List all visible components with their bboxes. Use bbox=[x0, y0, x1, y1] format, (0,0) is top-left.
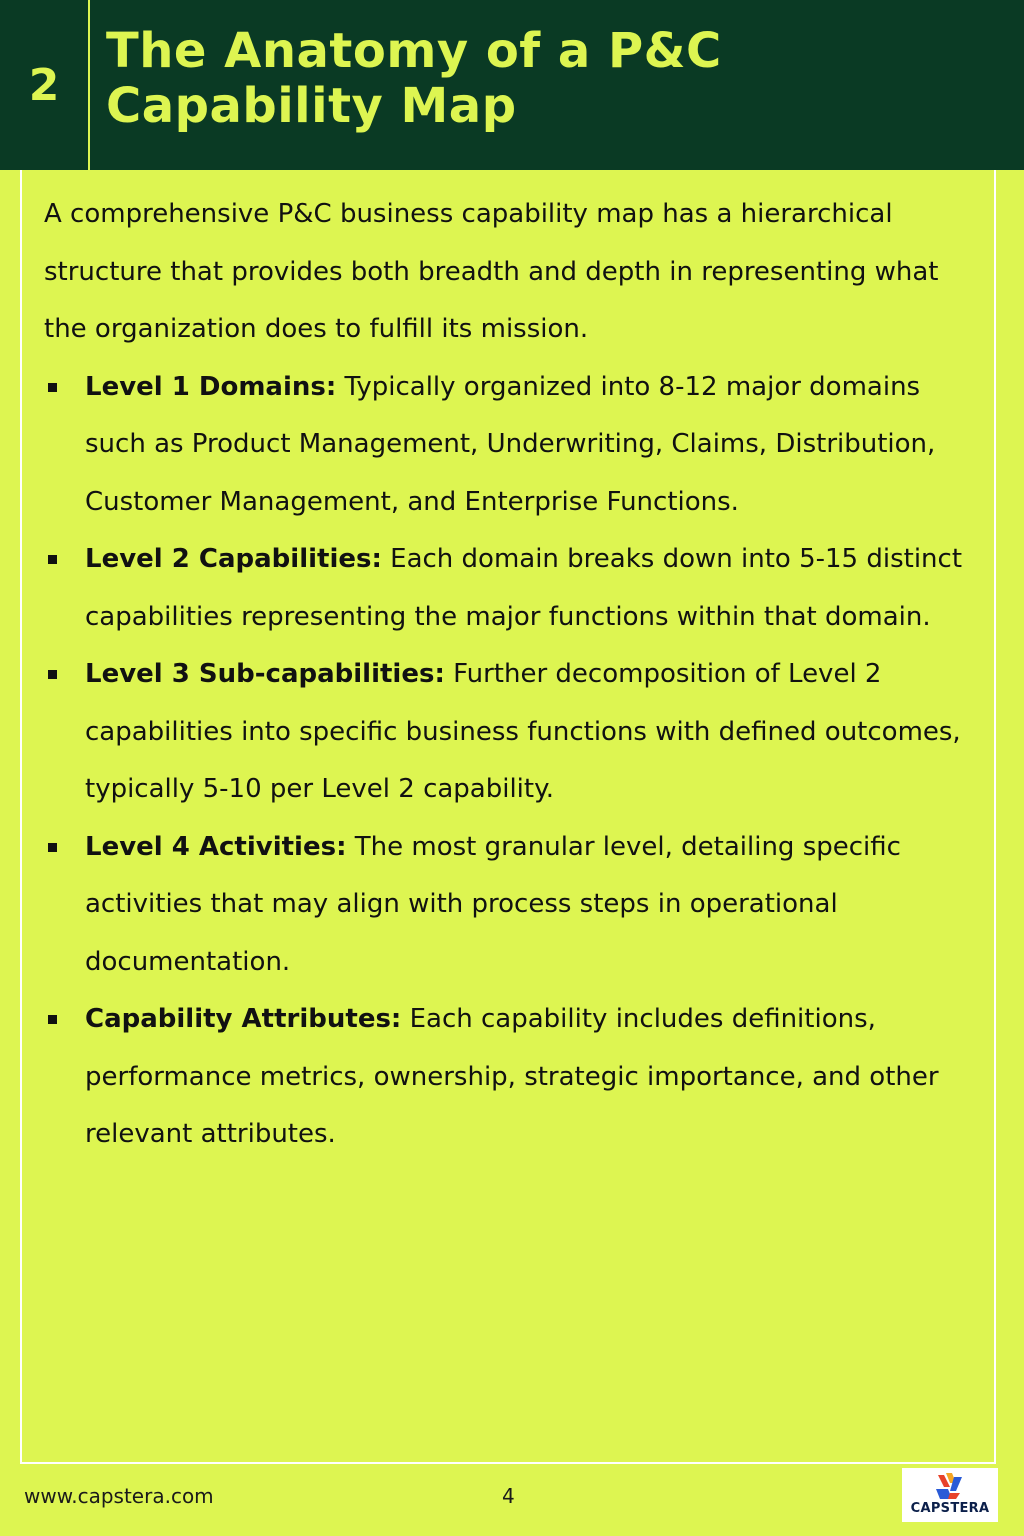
list-item bbox=[44, 819, 984, 992]
bullet-term: Level 4 Activities: bbox=[85, 831, 347, 862]
page-header bbox=[0, 0, 1024, 170]
capstera-logo-icon bbox=[932, 1471, 968, 1501]
website-link[interactable]: www.capstera.com bbox=[24, 1484, 214, 1508]
bullet-text: Each domain breaks down into 5-15 distinct capabilities representing the major functions within that domain. bbox=[85, 544, 963, 632]
page-title: The Anatomy of a P&C Capability Map bbox=[106, 23, 722, 134]
header-divider bbox=[88, 0, 90, 170]
bullet-list bbox=[44, 359, 984, 1164]
bullet-term: Capability Attributes: bbox=[85, 1004, 402, 1034]
capstera-logo bbox=[902, 1468, 998, 1522]
bullet-term: Level 2 Capabilities: bbox=[85, 544, 382, 574]
bullet-text: Typically organized into 8-12 major domains such as Product Management, Underwriting, Claims, Distribution, Customer Management, and Enterprise Functions. bbox=[85, 371, 936, 517]
bullet-square-icon bbox=[48, 1015, 57, 1024]
intro-paragraph: A comprehensive P&C business capability map has a hierarchical structure that provides both breadth and depth in representing what the organization does to fulfill its mission. bbox=[44, 199, 939, 344]
bullet-text: The most granular level, detailing specific activities that may align with process steps in operational documentation. bbox=[85, 831, 901, 977]
bullet-term: Level 1 Domains: bbox=[85, 371, 337, 402]
content-body bbox=[44, 186, 984, 1164]
list-item bbox=[44, 359, 984, 532]
bullet-square-icon bbox=[48, 555, 57, 564]
logo-wordmark: CAPSTERA bbox=[910, 1501, 990, 1516]
bullet-text: Each capability includes definitions, performance metrics, ownership, strategic importance, and other relevant attributes. bbox=[85, 1004, 939, 1149]
bullet-text: Further decomposition of Level 2 capabilities into specific business functions with defined outcomes, typically 5-10 per Level 2 capability. bbox=[85, 659, 961, 804]
section-number: 2 bbox=[28, 59, 60, 111]
list-item bbox=[44, 991, 984, 1164]
bullet-square-icon bbox=[48, 383, 57, 392]
bullet-term: Level 3 Sub-capabilities: bbox=[85, 659, 445, 689]
list-item bbox=[44, 531, 984, 646]
bullet-square-icon bbox=[48, 670, 57, 679]
page-number: 4 bbox=[502, 1484, 515, 1508]
bullet-square-icon bbox=[48, 843, 57, 852]
list-item bbox=[44, 646, 984, 819]
